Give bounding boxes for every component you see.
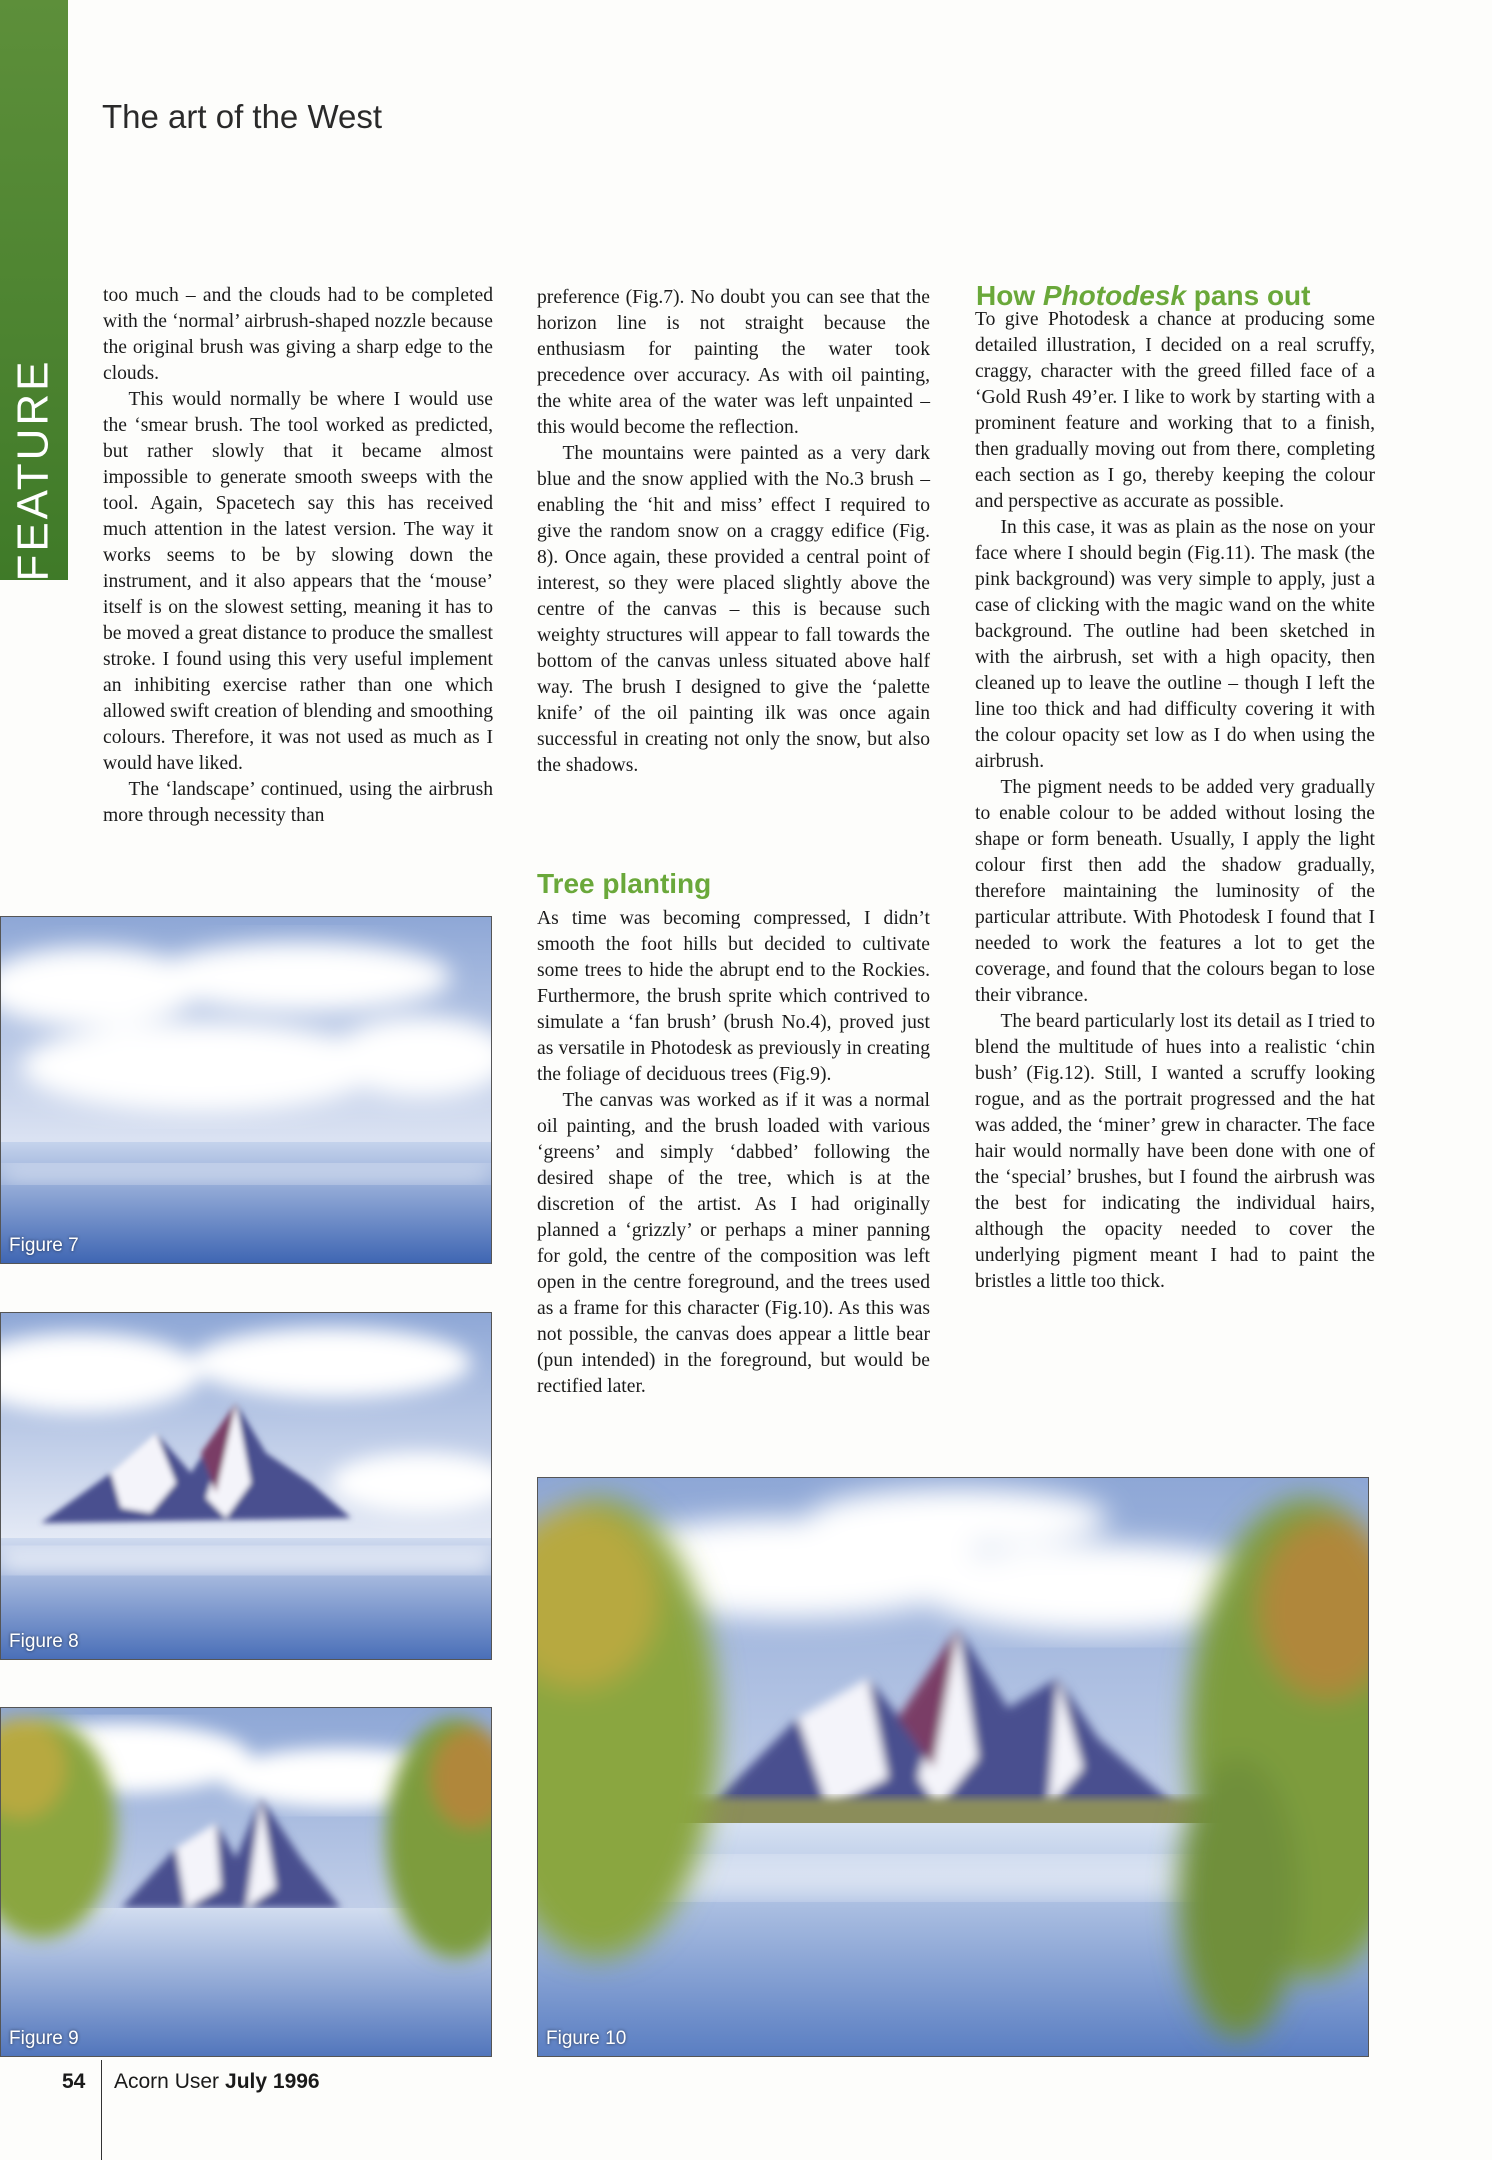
text-column-1 <box>103 283 493 829</box>
section-tab-label: FEATURE <box>9 358 58 582</box>
figure-caption: Figure 10 <box>546 2028 627 2049</box>
subhead-tree-planting: Tree planting <box>537 868 712 899</box>
figure-9-painting <box>0 1707 492 2057</box>
feature-section-tab <box>0 0 68 580</box>
paragraph: The canvas was worked as if it was a normal oil painting, and the brush loaded with various ‘greens’ and simply ‘dabbed’ following the desired shape of the tree, which is at the discretion of the artist. As I had originally planned a ‘grizzly’ or perhaps a miner panning for gold, the centre of the composition was left open in the centre foreground, and the trees used as a frame for this character (Fig.10). As this was not possible, the canvas does appear a little bear (pun intended) in the foreground, but would be rectified later. <box>537 1090 930 1397</box>
paragraph: In this case, it was as plain as the nose on your face where I should begin (Fig.11). The mask (the pink background) was very simple to apply, just a case of clicking with the magic wand on the white background. The outline had been sketched in with the airbrush, set with a high opacity, then cleaned up to leave the outline – though I left the line too thick and had difficulty covering it with the colour opacity set low as I do when using the airbrush. <box>975 517 1375 772</box>
figure-7-painting <box>0 916 492 1264</box>
paragraph: To give Photodesk a chance at producing some detailed illustration, I decided on a real scruffy, craggy, character with the greed filled face of a ‘Gold Rush 49’er. I like to work by starting with a prominent feature and working that to a finish, then gradually moving out from there, completing each section as I go, thereby keeping the colour and perspective as accurate as possible. <box>975 309 1375 512</box>
text-column-3 <box>975 307 1375 1295</box>
lake-mountain-trees-painting <box>538 1478 1368 2056</box>
paragraph: The mountains were painted as a very dark blue and the snow applied with the No.3 brush – enabling the ‘hit and miss’ effect I required to give the random snow on a craggy edifice (Fig. 8). Once again, these provided a central point of interest, so they were placed slightly above the centre of the canvas – this is because such weighty structures will appear to fall towards the bottom of the canvas unless situated above half way. The brush I designed to give the ‘palette knife’ of the oil painting ilk was once again successful in creating not only the snow, but also the shadows. <box>537 443 930 776</box>
footer-divider <box>101 2060 102 2160</box>
paragraph: This would normally be where I would use the ‘smear brush. The tool worked as predicted, but rather slowly that it became almost impossible to generate smooth sweeps with the tool. Again, Spacetech say this has received much attention in the latest version. The way it works seems to be by slowing down the instrument, and it also appears that the ‘mouse’ itself is on the slowest setting, meaning it has to be moved a great distance to produce the smallest stroke. I found using this very useful implement an inhibiting exercise rather than one which allowed swift creation of blending and smoothing colours. Therefore, it was not used as much as I would have liked. <box>103 389 493 774</box>
paragraph: The ‘landscape’ continued, using the airbrush more through necessity than <box>103 779 493 826</box>
subhead-how-photodesk-pans-out: How Photodesk pans out <box>976 280 1311 311</box>
paragraph: too much – and the clouds had to be completed with the ‘normal’ airbrush-shaped nozzle because the original brush was giving a sharp edge to the clouds. <box>103 285 493 384</box>
paragraph: As time was becoming compressed, I didn’t smooth the foot hills but decided to cultivate some trees to hide the abrupt end to the Rockies. Furthermore, the brush sprite which contrived to simulate a ‘fan brush’ (brush No.4), proved just as versatile in Photodesk as previously in creating the foliage of deciduous trees (Fig.9). <box>537 908 930 1085</box>
publication-info: Acorn User July 1996 <box>114 2070 320 2093</box>
text-column-2-top <box>537 285 930 779</box>
paragraph: preference (Fig.7). No doubt you can see that the horizon line is not straight because the enthusiasm for painting the water took precedence over accuracy. As with oil painting, the white area of the water was left unpainted – this would become the reflection. <box>537 287 930 438</box>
figure-caption: Figure 8 <box>9 1631 79 1652</box>
page-footer <box>62 2070 320 2094</box>
paragraph: The beard particularly lost its detail as I tried to blend the multitude of hues into a realistic ‘chin bush’ (Fig.12). Still, I wanted a scruffy looking rogue, and as the portrait progressed and the hat was added, the ‘miner’ grew in character. The face hair would normally have been done with one of the ‘special’ brushes, but I found the airbrush was the best for indicating the individual hairs, although the opacity needed to cover the underlying pigment meant I had to paint the bristles a little too thick. <box>975 1011 1375 1292</box>
figure-8-painting <box>0 1312 492 1660</box>
text-column-2-bottom <box>537 906 930 1400</box>
mountain-painting <box>1 1313 491 1659</box>
page-header-title: The art of the West <box>102 98 383 135</box>
sky-water-painting <box>1 917 491 1263</box>
figure-10-painting <box>537 1477 1369 2057</box>
paragraph: The pigment needs to be added very gradually to enable colour to be added without losing the shape or form beneath. Usually, I apply the light colour first then add the shadow gradually, therefore maintaining the luminosity of the particular attribute. With Photodesk I found that I needed to work the features a lot to get the coverage, and found that the colours began to lose their vibrance. <box>975 777 1375 1006</box>
trees-mountain-painting <box>1 1708 491 2056</box>
page-number: 54 <box>62 2070 86 2093</box>
figure-caption: Figure 9 <box>9 2028 79 2049</box>
figure-caption: Figure 7 <box>9 1235 79 1256</box>
